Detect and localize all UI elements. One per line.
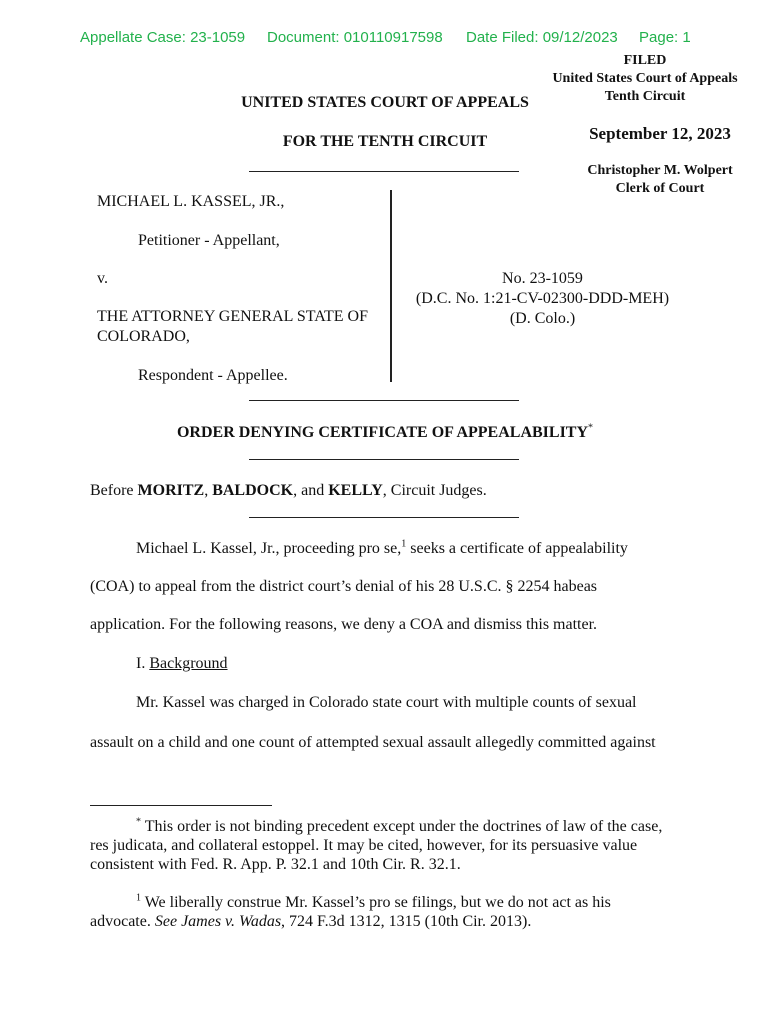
footnote-1 [90, 893, 690, 931]
body-paragraph-1-line-2: (COA) to appeal from the district court’s denial of his 28 U.S.C. § 2254 habeas [90, 578, 598, 595]
footnote-text: consistent with Fed. R. App. P. 32.1 and 10th Cir. R. 32.1. [90, 856, 461, 873]
court-name: UNITED STATES COURT OF APPEALS [241, 94, 529, 111]
section-title: Background [149, 655, 228, 672]
filed-label: FILED [623, 53, 667, 68]
court-circuit: FOR THE TENTH CIRCUIT [282, 133, 488, 150]
divider-rule [249, 459, 519, 460]
judge-kelly: KELLY [328, 482, 383, 499]
section-number: I. [136, 655, 150, 672]
respondent-name-line1: THE ATTORNEY GENERAL STATE OF [97, 308, 369, 325]
document-number-header: Document: 010110917598 [267, 29, 443, 46]
footnote-rule [90, 805, 272, 806]
respondent-role: Respondent - Appellee. [138, 367, 288, 384]
section-heading [136, 655, 228, 673]
judges-separator: , and [293, 482, 329, 499]
filed-date: September 12, 2023 [589, 124, 731, 143]
judge-moritz: MORITZ [137, 482, 205, 499]
body-paragraph-2-line-1: Mr. Kassel was charged in Colorado state court with multiple counts of sexual [136, 694, 637, 711]
body-paragraph-2-line-2: assault on a child and one count of attempted sexual assault allegedly committed against [90, 734, 656, 751]
versus: v. [97, 270, 108, 287]
petitioner-role: Petitioner - Appellant, [138, 232, 280, 249]
page-number-header: Page: 1 [639, 29, 691, 46]
clerk-block [560, 162, 760, 198]
body-paragraph-1-line-3: application. For the following reasons, we deny a COA and dismiss this matter. [90, 616, 598, 633]
case-number: No. 23-1059 [502, 270, 583, 287]
divider-rule [249, 400, 519, 401]
case-number-block [405, 269, 680, 329]
case-number-header: Appellate Case: 23-1059 [80, 29, 246, 46]
respondent-name-line2: COLORADO, [97, 328, 190, 345]
clerk-name: Christopher M. Wolpert [587, 163, 733, 178]
case-citation: See James v. Wadas [154, 913, 282, 930]
date-filed-header: Date Filed: 09/12/2023 [466, 29, 618, 46]
caption-divider [390, 190, 392, 382]
footnote-text: This order is not binding precedent except under the doctrines of law of the case, [141, 818, 663, 835]
footnote-text: res judicata, and collateral estoppel. It may be cited, however, for its persuasive value [90, 837, 638, 854]
order-title-footnote-marker: * [588, 422, 594, 434]
judges-separator: , [204, 482, 213, 499]
body-text: seeks a certificate of appealability [406, 540, 628, 557]
order-title [90, 424, 680, 442]
district-case-number: (D.C. No. 1:21-CV-02300-DDD-MEH) [415, 290, 670, 307]
judges-before: Before [90, 482, 138, 499]
divider-rule [249, 517, 519, 518]
footnote-star [90, 817, 690, 874]
panel-judges [90, 482, 487, 500]
judges-suffix: , Circuit Judges. [382, 482, 487, 499]
respondent-name [97, 307, 368, 347]
footnote-text: advocate. [90, 913, 155, 930]
filed-circuit: Tenth Circuit [604, 89, 686, 104]
footnote-text: , 724 F.3d 1312, 1315 (10th Cir. 2013). [281, 913, 532, 930]
body-text: Michael L. Kassel, Jr., proceeding pro se, [136, 540, 402, 557]
body-paragraph-1-line-1 [136, 540, 628, 558]
judge-baldock: BALDOCK [212, 482, 294, 499]
footnote-text: We liberally construe Mr. Kassel’s pro se filings, but we do not act as his [141, 894, 611, 911]
order-title-text: ORDER DENYING CERTIFICATE OF APPEALABILITY [176, 424, 589, 441]
district-court: (D. Colo.) [509, 310, 576, 327]
clerk-title: Clerk of Court [615, 181, 705, 196]
petitioner-name: MICHAEL L. KASSEL, JR., [97, 193, 285, 210]
divider-rule [249, 171, 519, 172]
filed-court: United States Court of Appeals [552, 71, 738, 86]
footnote-star-marker: * [136, 816, 141, 828]
footnote-1-marker[interactable]: 1 [401, 538, 407, 550]
footnote-1-number: 1 [136, 892, 141, 904]
